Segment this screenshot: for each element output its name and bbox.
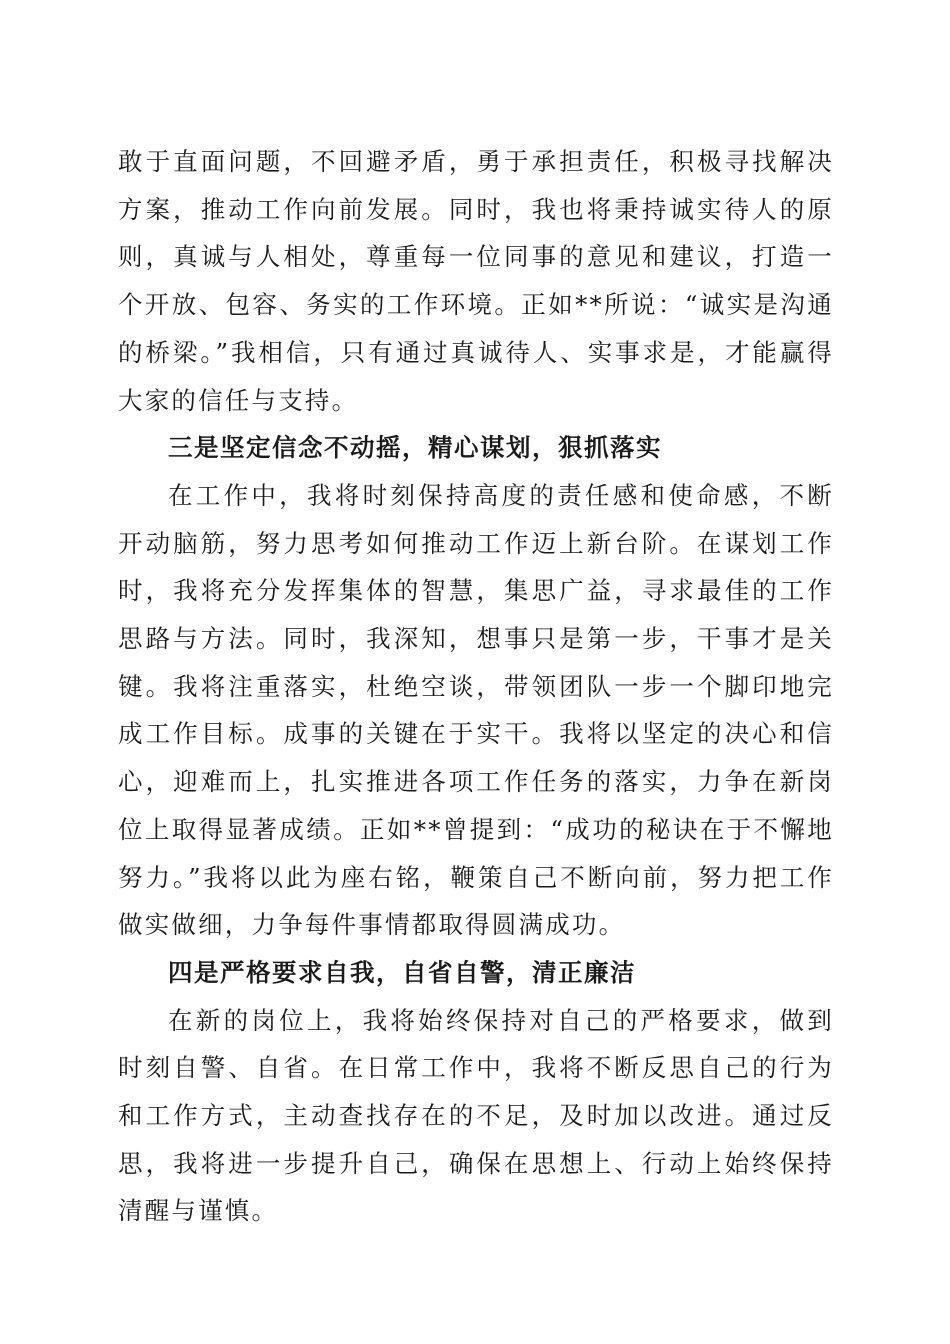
body-paragraph-continuation: 敢于直面问题，不回避矛盾，勇于承担责任，积极寻找解决方案，推动工作向前发展。同时，我也将秉持诚实待人的原则，真诚与人相处，尊重每一位同事的意见和建议，打造一个开放、包容、务实的工作环境。正如**所说：“诚实是沟通的桥梁。”我相信，只有通过真诚待人、实事求是，才能赢得大家的信任与支持。 bbox=[118, 147, 834, 415]
section-heading-three: 三是坚定信念不动摇，精心谋划，狠抓落实 bbox=[168, 433, 662, 463]
document-page bbox=[118, 138, 834, 1235]
body-paragraph-section-three: 在工作中，我将时刻保持高度的责任感和使命感，不断开动脑筋，努力思考如何推动工作迈上新台阶。在谋划工作时，我将充分发挥集体的智慧，集思广益，寻求最佳的工作思路与方法。同时，我深知，想事只是第一步，干事才是关键。我将注重落实，杜绝空谈，带领团队一步一个脚印地完成工作目标。成事的关键在于实干。我将以坚定的决心和信心，迎难而上，扎实推进各项工作任务的落实，力争在新岗位上取得显著成绩。正如**曾提到：“成功的秘诀在于不懈地努力。”我将以此为座右铭，鞭策自己不断向前，努力把工作做实做细，力争每件事情都取得圆满成功。 bbox=[118, 480, 834, 940]
section-heading-four: 四是严格要求自我，自省自警，清正廉洁 bbox=[168, 957, 636, 987]
body-paragraph-section-four: 在新的岗位上，我将始终保持对自己的严格要求，做到时刻自警、自省。在日常工作中，我将不断反思自己的行为和工作方式，主动查找存在的不足，及时加以改进。通过反思，我将进一步提升自己，确保在思想上、行动上始终保持清醒与谨慎。 bbox=[118, 1005, 834, 1226]
